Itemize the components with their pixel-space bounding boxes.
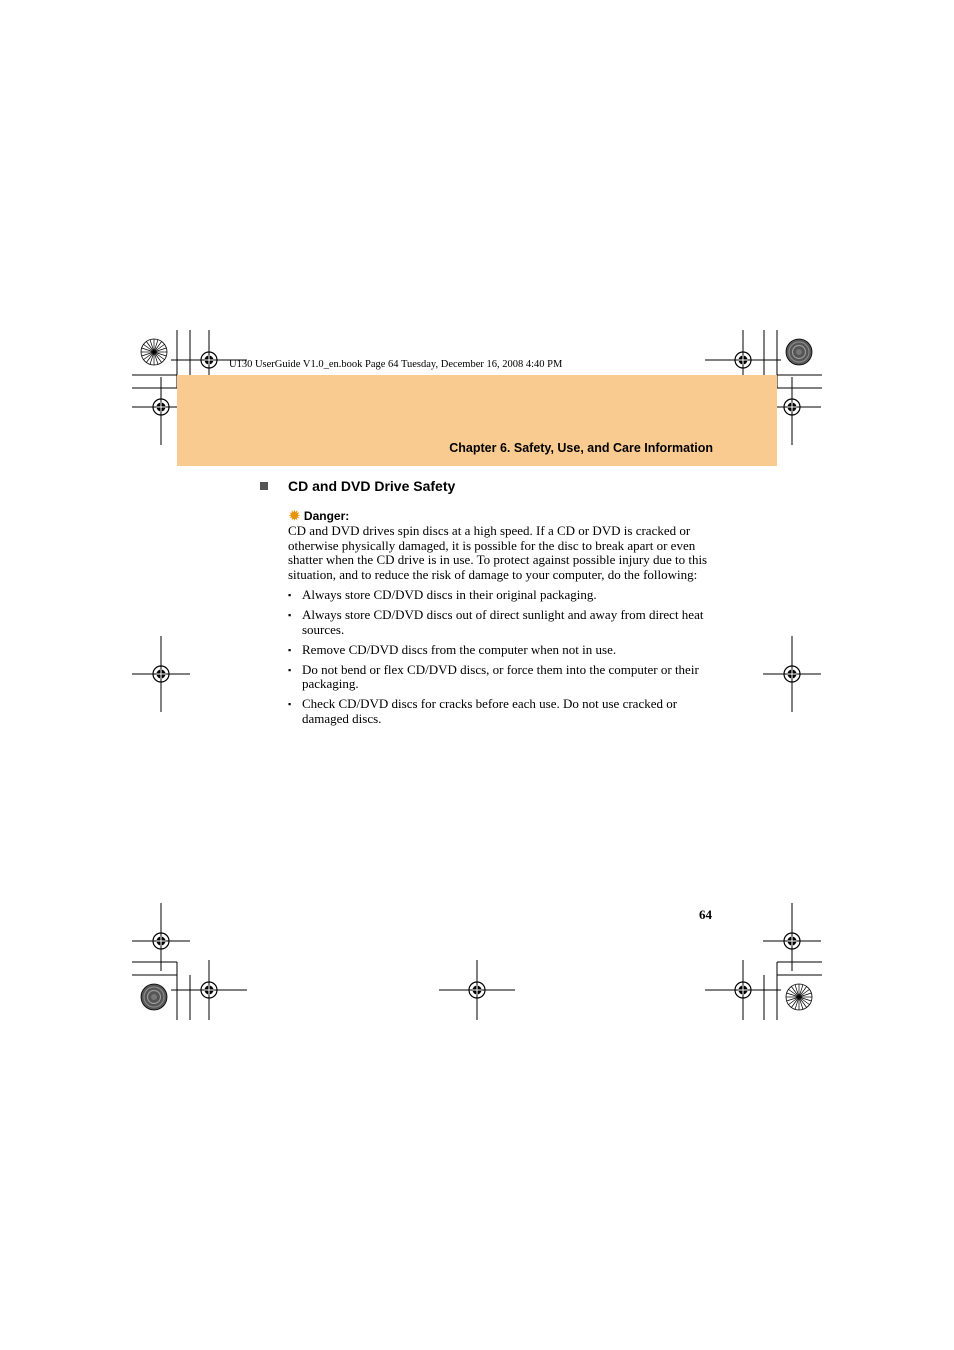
intro-paragraph: CD and DVD drives spin discs at a high speed. If a CD or DVD is cracked or otherwise physically damaged, it is possible for the disc to break apart or even shatter when the CD drive is in use. To protect against possible injury due to this situation, and to reduce the risk of damage to your computer, do the following: xyxy=(288,523,708,582)
list-item: ▪ Always store CD/DVD discs in their original packaging. xyxy=(288,586,597,602)
registration-mark-icon xyxy=(132,636,190,712)
color-wheel-icon xyxy=(141,339,167,365)
hazard-burst-icon: ✹ xyxy=(289,508,300,523)
square-bullet-icon xyxy=(260,482,268,490)
page-number: 64 xyxy=(699,907,712,922)
registration-mark-icon xyxy=(439,960,515,1020)
list-item: ▪ Check CD/DVD discs for cracks before each use. Do not use cracked or damaged discs. xyxy=(288,696,678,727)
registration-mark-icon xyxy=(763,903,821,971)
color-wheel-icon xyxy=(786,339,812,365)
print-slug: U130 UserGuide V1.0_en.book Page 64 Tuesday, December 16, 2008 4:40 PM xyxy=(229,359,563,370)
danger-notice xyxy=(289,508,349,524)
bullet-icon: ▪ xyxy=(288,664,292,675)
section-heading-text: CD and DVD Drive Safety xyxy=(288,478,456,494)
list-item: ▪ Do not bend or flex CD/DVD discs, or force them into the computer or their packaging. xyxy=(288,661,699,692)
registration-mark-icon xyxy=(705,960,781,1020)
danger-label: Danger: xyxy=(303,509,350,523)
chapter-title: Chapter 6. Safety, Use, and Care Information xyxy=(449,441,713,455)
color-wheel-icon xyxy=(786,984,812,1010)
bullet-icon: ▪ xyxy=(288,699,292,710)
section-heading xyxy=(260,478,455,494)
registration-mark-icon xyxy=(171,960,247,1020)
registration-mark-icon xyxy=(763,636,821,712)
precaution-list xyxy=(288,588,716,727)
list-item: ▪ Always store CD/DVD discs out of direct sunlight and away from direct heat sources. xyxy=(288,606,704,637)
color-wheel-icon xyxy=(141,984,167,1010)
registration-mark-icon xyxy=(132,903,190,971)
bullet-icon: ▪ xyxy=(288,589,292,600)
chapter-header-band xyxy=(177,375,777,466)
bullet-icon: ▪ xyxy=(288,609,292,620)
bullet-icon: ▪ xyxy=(288,644,292,655)
list-item: ▪ Remove CD/DVD discs from the computer when not in use. xyxy=(288,641,617,657)
section-body xyxy=(288,524,716,727)
